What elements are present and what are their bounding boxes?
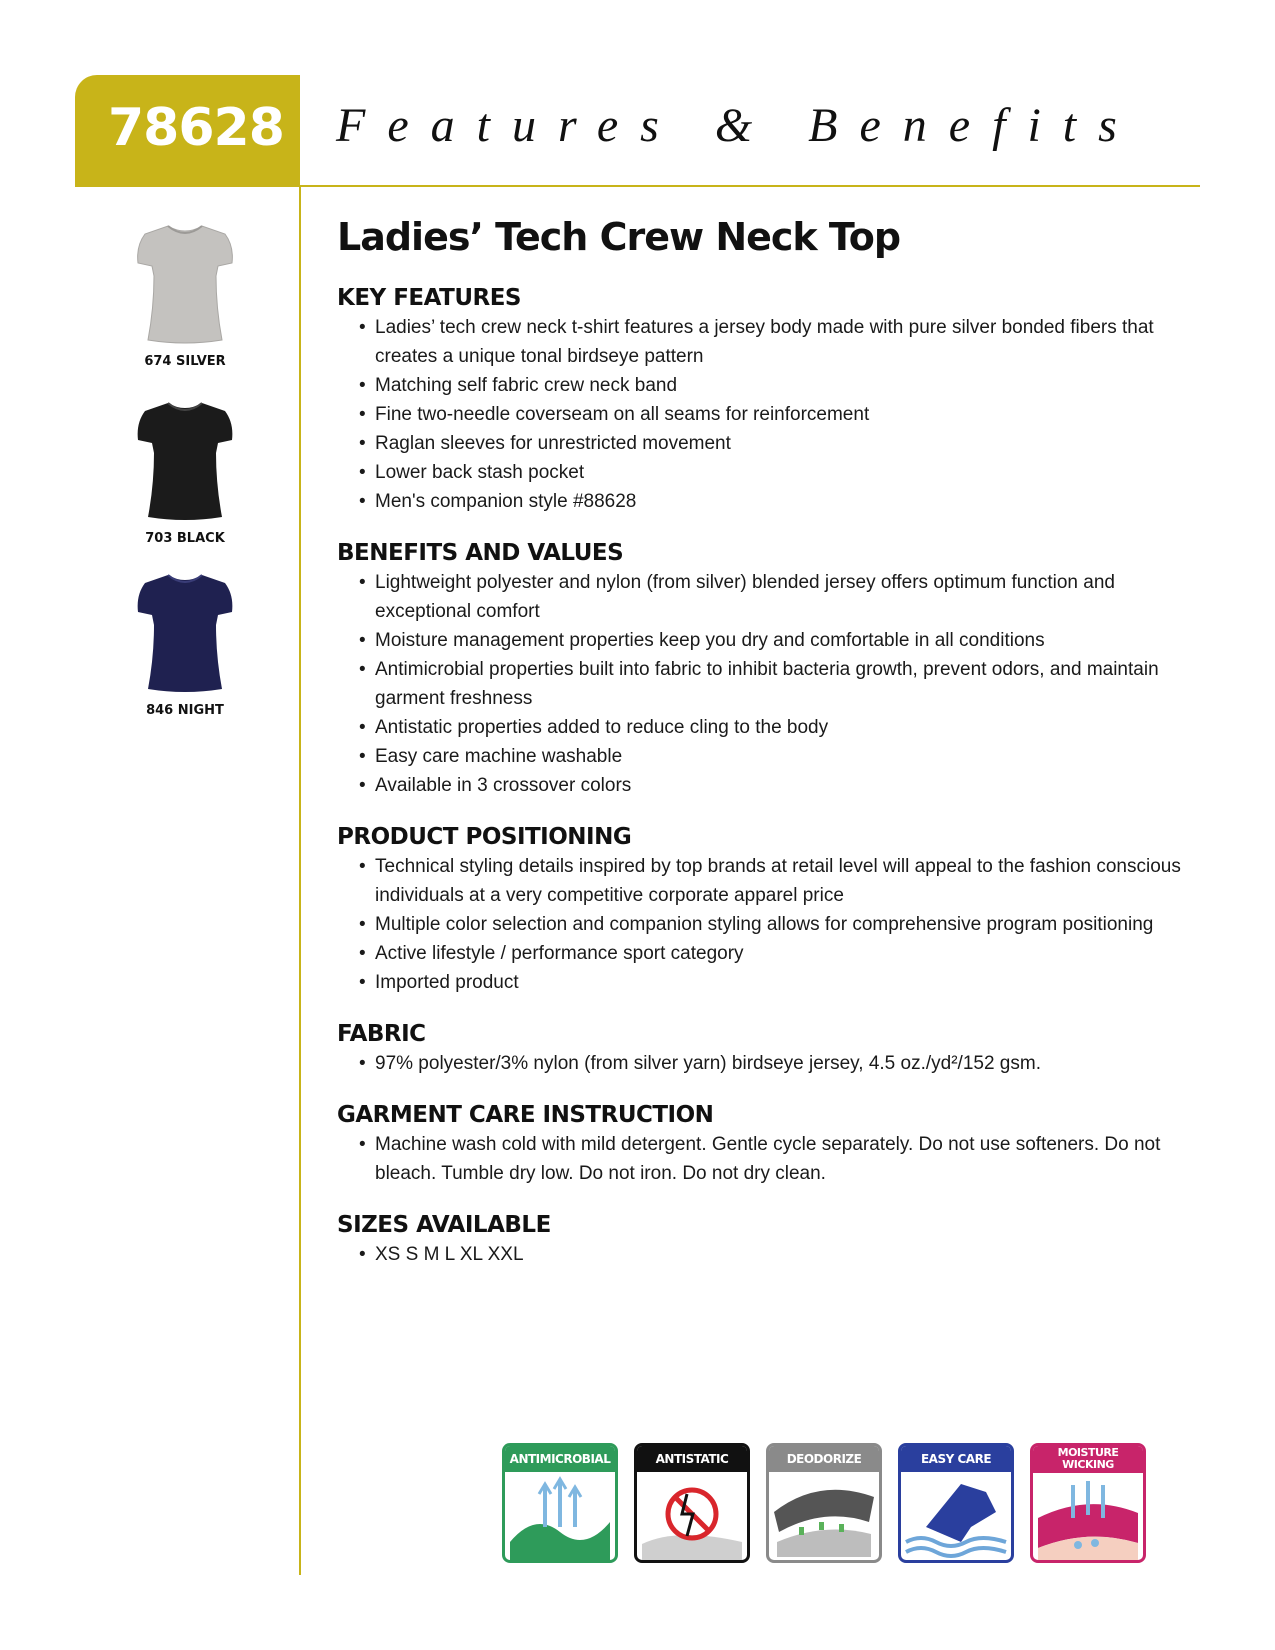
section-title-fabric: FABRIC bbox=[337, 1021, 426, 1047]
list-item: • Matching self fabric crew neck band bbox=[375, 371, 1187, 400]
list-item: • Technical styling details inspired by top brands at retail level will appeal to the fashion conscious individuals at a very competitive corporate apparel price bbox=[375, 852, 1187, 910]
column-divider bbox=[299, 187, 301, 1575]
tshirt-silver-icon bbox=[130, 218, 240, 348]
section-title-care: GARMENT CARE INSTRUCTION bbox=[337, 1102, 714, 1128]
list-item: • Fine two-needle coverseam on all seams for reinforcement bbox=[375, 400, 1187, 429]
section-title-benefits: BENEFITS AND VALUES bbox=[337, 540, 624, 566]
list-item: • Lightweight polyester and nylon (from silver) blended jersey offers optimum function and exceptional comfort bbox=[375, 568, 1187, 626]
feature-icons bbox=[502, 1443, 1162, 1569]
page-title: Features & Benefits bbox=[336, 99, 1139, 152]
list-item: • Men's companion style #88628 bbox=[375, 487, 1187, 516]
list-item: • Easy care machine washable bbox=[375, 742, 1187, 771]
list-item: • Lower back stash pocket bbox=[375, 458, 1187, 487]
list-item: • Active lifestyle / performance sport category bbox=[375, 939, 1187, 968]
benefits-list bbox=[337, 568, 1187, 800]
list-item: • XS S M L XL XXL bbox=[375, 1240, 1187, 1269]
section-title-key-features: KEY FEATURES bbox=[337, 285, 521, 311]
fabric-list bbox=[337, 1049, 1187, 1078]
style-number: 78628 bbox=[108, 98, 284, 158]
section-title-sizes: SIZES AVAILABLE bbox=[337, 1212, 551, 1238]
easy-care-icon: EASY CARE bbox=[898, 1443, 1014, 1563]
deodorize-icon: DEODORIZE bbox=[766, 1443, 882, 1563]
care-list bbox=[337, 1130, 1187, 1188]
list-item: • Imported product bbox=[375, 968, 1187, 997]
list-item: • Antistatic properties added to reduce cling to the body bbox=[375, 713, 1187, 742]
swatch-silver bbox=[120, 218, 250, 369]
list-item: • Available in 3 crossover colors bbox=[375, 771, 1187, 800]
section-title-positioning: PRODUCT POSITIONING bbox=[337, 824, 632, 850]
list-item: • Raglan sleeves for unrestricted movement bbox=[375, 429, 1187, 458]
swatch-label: 846 NIGHT bbox=[146, 703, 224, 718]
antistatic-icon: ANTISTATIC bbox=[634, 1443, 750, 1563]
list-item: • 97% polyester/3% nylon (from silver yarn) birdseye jersey, 4.5 oz./yd²/152 gsm. bbox=[375, 1049, 1187, 1078]
main-content bbox=[337, 215, 1187, 1293]
list-item: • Machine wash cold with mild detergent. Gentle cycle separately. Do not use softeners. Do not bleach. Tumble dry low. Do not iron. Do not dry clean. bbox=[375, 1130, 1187, 1188]
list-item: • Ladies’ tech crew neck t-shirt features a jersey body made with pure silver bonded fibers that creates a unique tonal birdseye pattern bbox=[375, 313, 1187, 371]
positioning-list bbox=[337, 852, 1187, 997]
list-item: • Moisture management properties keep you dry and comfortable in all conditions bbox=[375, 626, 1187, 655]
list-item: • Antimicrobial properties built into fabric to inhibit bacteria growth, prevent odors, and maintain garment freshness bbox=[375, 655, 1187, 713]
sizes-list bbox=[337, 1240, 1187, 1269]
swatch-black bbox=[120, 395, 250, 546]
tshirt-black-icon bbox=[130, 395, 240, 525]
header-divider bbox=[300, 185, 1200, 187]
swatch-label: 674 SILVER bbox=[144, 354, 226, 369]
swatch-night bbox=[120, 567, 250, 718]
antimicrobial-icon: ANTIMICROBIAL bbox=[502, 1443, 618, 1563]
key-features-list bbox=[337, 313, 1187, 516]
tshirt-night-icon bbox=[130, 567, 240, 697]
moisture-wicking-icon: MOISTURE WICKING bbox=[1030, 1443, 1146, 1563]
swatch-label: 703 BLACK bbox=[145, 531, 225, 546]
list-item: • Multiple color selection and companion styling allows for comprehensive program positioning bbox=[375, 910, 1187, 939]
product-title: Ladies’ Tech Crew Neck Top bbox=[337, 215, 901, 259]
